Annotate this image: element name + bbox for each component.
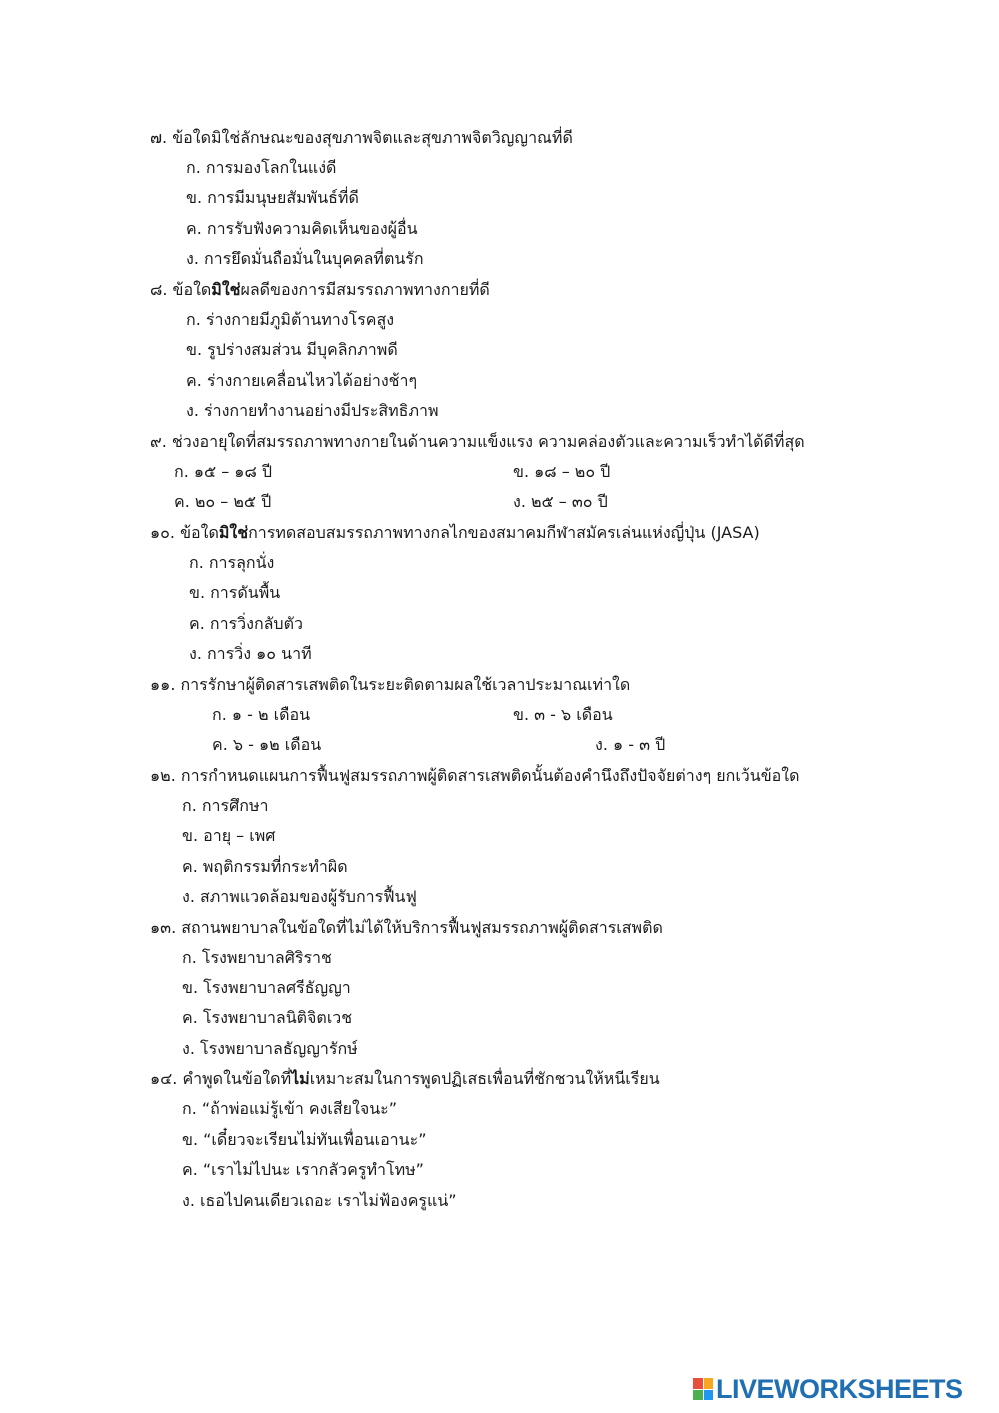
question-10-option-b: ข. การดันพื้น	[189, 583, 281, 602]
stem-text: ผลดีของการมีสมรรถภาพทางกายที่ดี	[240, 280, 490, 299]
logo-square-blue	[704, 1390, 714, 1401]
liveworksheets-logo-text: LIVEWORKSHEETS	[716, 1373, 963, 1404]
question-10-option-c: ค. การวิ่งกลับตัว	[189, 614, 303, 633]
question-12-option-b: ข. อายุ – เพศ	[182, 826, 276, 845]
question-13-option-d: ง. โรงพยาบาลธัญญารักษ์	[182, 1039, 358, 1058]
question-14-stem	[150, 1068, 660, 1090]
liveworksheets-logo-icon	[693, 1378, 713, 1400]
question-8-option-b: ข. รูปร่างสมส่วน มีบุคลิกภาพดี	[186, 340, 398, 359]
question-7-option-c: ค. การรับฟังความคิดเห็นของผู้อื่น	[186, 219, 418, 238]
question-12-stem: ๑๒. การกำหนดแผนการฟื้นฟูสมรรถภาพผู้ติดสารเสพติดนั้นต้องคำนึงถึงปัจจัยต่างๆ ยกเว้นข้อใด	[150, 766, 800, 785]
question-9-option-d: ง. ๒๕ – ๓๐ ปี	[513, 492, 608, 511]
stem-text: ๘. ข้อใด	[150, 280, 212, 299]
question-14-option-a: ก. “ถ้าพ่อแม่รู้เข้า คงเสียใจนะ”	[182, 1099, 398, 1118]
question-11-option-c: ค. ๖ - ๑๒ เดือน	[212, 735, 322, 754]
question-9-option-c: ค. ๒๐ – ๒๕ ปี	[174, 492, 272, 511]
stem-emphasis: มิใช่	[211, 280, 241, 299]
question-11-option-d: ง. ๑ - ๓ ปี	[595, 735, 666, 754]
question-9-option-b: ข. ๑๘ – ๒๐ ปี	[513, 462, 611, 481]
question-14-option-c: ค. “เราไม่ไปนะ เรากลัวครูทำโทษ”	[182, 1160, 424, 1179]
stem-text: ๑๐. ข้อใด	[150, 523, 219, 542]
stem-text: ๑๔. คำพูดในข้อใดที่	[150, 1069, 292, 1088]
logo-square-orange	[704, 1378, 714, 1389]
question-8-option-a: ก. ร่างกายมีภูมิต้านทางโรคสูง	[186, 310, 395, 329]
stem-emphasis: ไม่	[291, 1069, 310, 1088]
question-7-stem: ๗. ข้อใดมิใช่ลักษณะของสุขภาพจิตและสุขภาพจิตวิญญาณที่ดี	[150, 128, 573, 147]
question-13-option-b: ข. โรงพยาบาลศรีธัญญา	[182, 978, 351, 997]
logo-square-red	[693, 1378, 703, 1389]
question-10-option-d: ง. การวิ่ง ๑๐ นาที	[189, 644, 312, 663]
logo-square-green	[693, 1390, 703, 1401]
question-8-option-d: ง. ร่างกายทำงานอย่างมีประสิทธิภาพ	[186, 401, 439, 420]
question-12-option-a: ก. การศึกษา	[182, 796, 269, 815]
question-10-option-a: ก. การลุกนั่ง	[189, 553, 275, 572]
question-13-option-c: ค. โรงพยาบาลนิติจิตเวช	[182, 1008, 353, 1027]
question-12-option-d: ง. สภาพแวดล้อมของผู้รับการฟื้นฟู	[182, 887, 417, 906]
question-11-option-b: ข. ๓ - ๖ เดือน	[513, 705, 613, 724]
stem-emphasis: มิใช่	[218, 523, 249, 542]
question-7-option-a: ก. การมองโลกในแง่ดี	[186, 158, 337, 177]
question-11-option-a: ก. ๑ - ๒ เดือน	[212, 705, 310, 724]
question-10-stem	[150, 522, 760, 544]
question-12-option-c: ค. พฤติกรรมที่กระทำผิด	[182, 857, 348, 876]
question-14-option-b: ข. “เดี๋ยวจะเรียนไม่ทันเพื่อนเอานะ”	[182, 1130, 427, 1149]
stem-text: เหมาะสมในการพูดปฏิเสธเพื่อนที่ชักชวนให้หนีเรียน	[309, 1069, 660, 1088]
question-7-option-d: ง. การยึดมั่นถือมั่นในบุคคลที่ตนรัก	[186, 249, 424, 268]
stem-text: การทดสอบสมรรถภาพทางกลไกของสมาคมกีฬาสมัครเล่นแห่งญี่ปุ่น (JASA)	[248, 523, 760, 542]
question-8-stem	[150, 279, 490, 301]
question-7-option-b: ข. การมีมนุษยสัมพันธ์ที่ดี	[186, 188, 359, 207]
question-11-stem: ๑๑. การรักษาผู้ติดสารเสพติดในระยะติดตามผลใช้เวลาประมาณเท่าใด	[150, 675, 631, 694]
question-14-option-d: ง. เธอไปคนเดียวเถอะ เราไม่ฟ้องครูแน่”	[182, 1191, 457, 1210]
liveworksheets-logo[interactable]	[693, 1373, 963, 1404]
question-8-option-c: ค. ร่างกายเคลื่อนไหวได้อย่างช้าๆ	[186, 371, 418, 390]
question-13-stem: ๑๓. สถานพยาบาลในข้อใดที่ไม่ได้ให้บริการฟื้นฟูสมรรถภาพผู้ติดสารเสพติด	[150, 918, 663, 937]
question-9-option-a: ก. ๑๕ – ๑๘ ปี	[174, 462, 273, 481]
question-9-stem: ๙. ช่วงอายุใดที่สมรรถภาพทางกายในด้านความแข็งแรง ความคล่องตัวและความเร็วทำได้ดีที่สุด	[150, 432, 805, 451]
question-13-option-a: ก. โรงพยาบาลศิริราช	[182, 948, 332, 967]
